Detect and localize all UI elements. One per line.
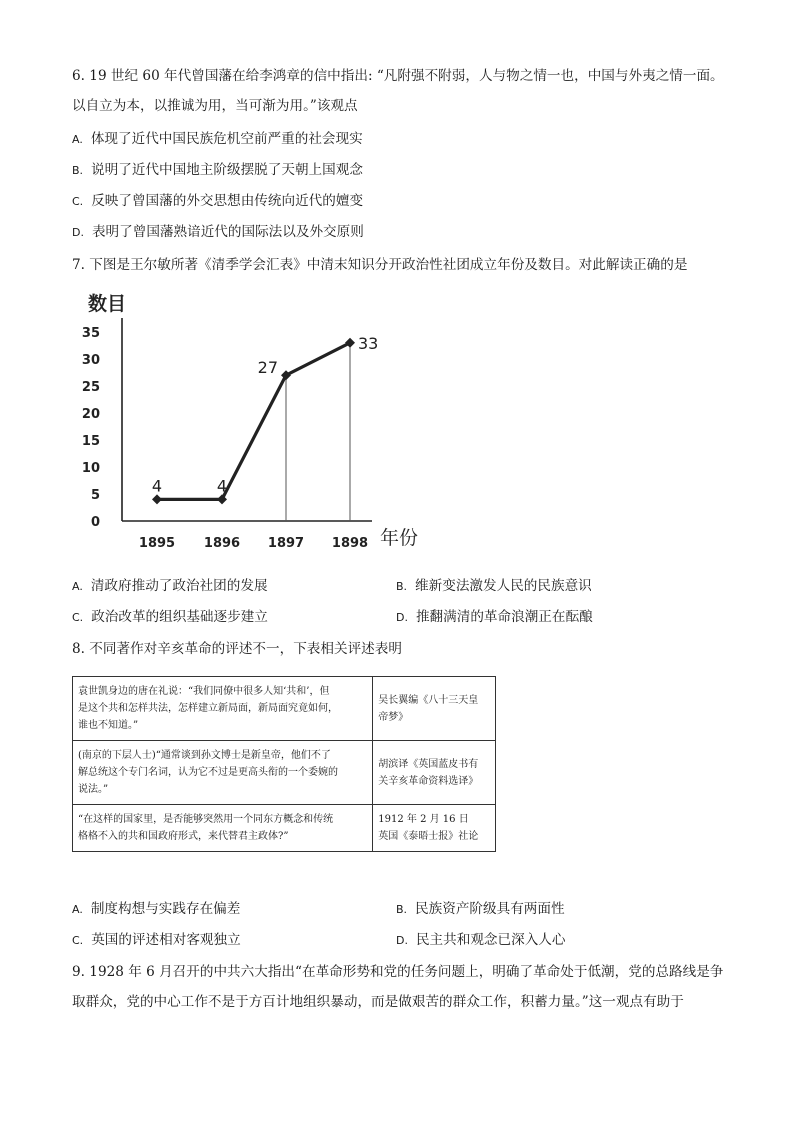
q7-option-c[interactable]	[72, 607, 268, 628]
y-tick-label: 20	[81, 407, 100, 422]
option-text: 制度构想与实践存在偏差	[90, 901, 241, 917]
quote-line: “在这样的国家里，是否能够突然用一个同东方概念和传统	[78, 814, 334, 825]
q8-option-a[interactable]	[72, 899, 240, 920]
source-line: 1912 年 2 月 16 日	[378, 814, 469, 825]
option-text: 维新变法激发人民的民族意识	[415, 578, 592, 594]
option-letter: C.	[72, 611, 84, 624]
q8-option-c[interactable]	[72, 930, 241, 951]
option-letter: D.	[396, 934, 408, 947]
option-text: 反映了曾国藩的外交思想由传统向近代的嬗变	[91, 193, 364, 209]
q7-line-chart	[80, 288, 450, 558]
q8-option-b[interactable]	[396, 899, 565, 920]
x-tick-label: 1898	[331, 536, 369, 551]
data-point	[152, 494, 162, 504]
source-cell	[373, 741, 496, 805]
y-tick-label: 15	[81, 434, 100, 449]
option-letter: C.	[72, 934, 84, 947]
quote-line: 谁也不知道。”	[78, 720, 139, 731]
quote-line: 格格不入的共和国政府形式，来代替君主政体?”	[78, 831, 289, 842]
table-row	[73, 677, 496, 741]
source-cell	[373, 805, 496, 852]
y-tick-label: 30	[81, 353, 100, 368]
option-text: 表明了曾国藩熟谙近代的国际法以及外交原则	[91, 224, 364, 240]
series-line	[157, 343, 350, 500]
option-letter: B.	[396, 903, 408, 916]
option-letter: A.	[72, 903, 83, 916]
source-line: 吴长翼编《八十三天皇	[378, 694, 479, 706]
quote-line: (南京的下层人士)“通常谈到孙文博士是新皇帝，他们不了	[78, 750, 331, 761]
q6-stem-line1: 6. 19 世纪 60 年代曾国藩在给李鸿章的信中指出: “凡附强不附弱，人与物之情一也，中国与外夷之情一面。	[72, 68, 724, 84]
data-label: 27	[257, 358, 278, 378]
option-letter: A.	[72, 133, 83, 146]
option-letter: B.	[72, 164, 84, 177]
option-text: 民族资产阶级具有两面性	[415, 901, 565, 917]
option-letter: C.	[72, 195, 84, 208]
option-text: 政治改革的组织基础逐步建立	[91, 609, 268, 625]
table-row	[73, 805, 496, 852]
y-tick-label: 5	[90, 488, 100, 503]
q6-option-d[interactable]	[72, 222, 364, 243]
q8-comparison-table	[72, 676, 496, 852]
q6-option-a[interactable]	[72, 129, 363, 150]
option-text: 说明了近代中国地主阶级摆脱了天朝上国观念	[91, 162, 363, 178]
option-letter: B.	[396, 580, 408, 593]
quote-line: 袁世凯身边的唐在礼说：“我们同僚中很多人知‘共和’，但	[78, 686, 330, 697]
source-cell	[373, 677, 496, 741]
y-tick-label: 10	[81, 461, 100, 476]
option-text: 民主共和观念已深入人心	[415, 932, 566, 948]
q8-option-d[interactable]	[396, 930, 566, 951]
x-tick-label: 1895	[138, 536, 176, 551]
quote-line: 说法。”	[78, 784, 109, 795]
x-tick-label: 1896	[203, 536, 241, 551]
q7-option-d[interactable]	[396, 607, 593, 628]
q8-stem: 8. 不同著作对辛亥革命的评述不一，下表相关评述表明	[72, 641, 402, 657]
x-axis-title: 年份	[380, 527, 419, 549]
table-row	[73, 741, 496, 805]
quote-cell	[73, 677, 373, 741]
q6-stem-line2: 以自立为本，以推诚为用，当可渐为用。”该观点	[72, 98, 358, 114]
source-line: 关辛亥革命资料选译》	[378, 775, 479, 787]
quote-line: 解总统这个专门名词，认为它不过是更高头衔的一个委婉的	[78, 767, 338, 778]
option-letter: D.	[72, 226, 84, 239]
q6-option-b[interactable]	[72, 160, 363, 181]
option-letter: D.	[396, 611, 408, 624]
y-tick-label: 35	[81, 326, 100, 341]
option-text: 推翻满清的革命浪潮正在酝酿	[415, 609, 593, 625]
option-text: 体现了近代中国民族危机空前严重的社会现实	[90, 131, 363, 147]
quote-cell	[73, 805, 373, 852]
y-axis-title: 数目	[88, 293, 127, 315]
q6-option-c[interactable]	[72, 191, 363, 212]
source-line: 胡滨译《英国蓝皮书有	[378, 758, 479, 770]
data-label: 4	[216, 476, 228, 496]
q9-stem-line1: 9. 1928 年 6 月召开的中共六大指出“在革命形势和党的任务问题上，明确了革命处于低潮，党的总路线是争	[72, 964, 724, 980]
source-line: 英国《泰晤士报》社论	[378, 831, 479, 842]
option-text: 清政府推动了政治社团的发展	[90, 578, 268, 594]
y-tick-label: 25	[81, 380, 100, 395]
y-tick-label: 0	[90, 515, 100, 530]
quote-line: 是这个共和怎样共法，怎样建立新局面，新局面究竟如何，	[78, 703, 338, 714]
q9-stem-line2: 取群众，党的中心工作不是于方百计地组织暴动，而是做艰苦的群众工作，积蓄力量。”这一观点有助于	[72, 994, 684, 1010]
x-tick-label: 1897	[267, 536, 305, 551]
quote-cell	[73, 741, 373, 805]
data-label: 33	[358, 333, 379, 353]
q7-option-b[interactable]	[396, 576, 592, 597]
q7-option-a[interactable]	[72, 576, 268, 597]
q7-stem: 7. 下图是王尔敏所著《清季学会汇表》中清末知识分开政治性社团成立年份及数目。对此解读正确的是	[72, 257, 688, 273]
data-label: 4	[151, 476, 163, 496]
source-line: 帝梦》	[378, 711, 409, 723]
option-text: 英国的评述相对客观独立	[91, 932, 241, 948]
option-letter: A.	[72, 580, 83, 593]
